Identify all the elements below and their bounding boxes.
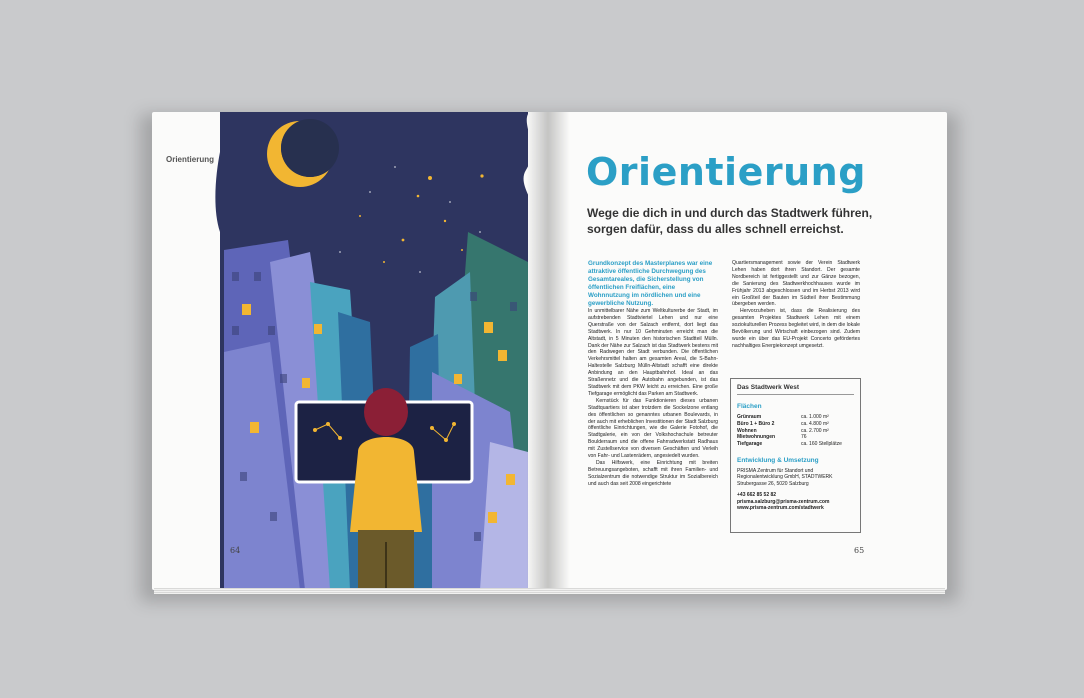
page-subtitle: Wege die dich in und durch das Stadtwerk führen, sorgen dafür, dass du alles schnell erreichst. bbox=[587, 206, 873, 236]
text-column-2 bbox=[732, 260, 860, 350]
page-number-left: 64 bbox=[230, 546, 241, 555]
page-number-right: 65 bbox=[854, 546, 865, 555]
left-page bbox=[152, 112, 548, 590]
area-label: Mietwohnungen bbox=[737, 434, 776, 441]
body-paragraph: Kernstück für das Funktionieren dieses urbanen Stadtquartiers ist aber trotzdem die Sockelzone entlang des öffentlichen so genanntes urbanen Boulevards, in der auch mit erheblichen Investitionen der Stadt Salzburg öffentliche Einrichtungen, wie die Galerie Fotohof, die Stadtgalerie, ein von der Volkshochschule betreuter Boulderraum und die offene Fahrradwerkstatt Radhaus mit Zustellservice von diversen Geschäften und Verleih von Fahr- und Lastenrädern, angesiedelt wurden. bbox=[588, 397, 718, 460]
area-row bbox=[737, 434, 854, 441]
development-text: PRISMA Zentrum für Standort und Regionalentwicklung GmbH, STADTWERK Strubergasse 26, 5020 Salzburg bbox=[737, 467, 833, 487]
area-row bbox=[737, 421, 854, 428]
body-paragraph: In unmittelbarer Nähe zum Weltkulturerbe der Stadt, im aufstrebenden Stadtviertel Lehen und nur eine Querstraße von der Salzach entfernt, dort liegt das Stadtwerk. In nur 10 Gehminuten erreicht man die Altstadt, in 5 Minuten den historischen Stadtteil Mülln. Dank der Nähe zur Salzach ist das Stadtwerk bestens mit den Radwegen der Stadt verbunden. Die öffentlichen Verkehrsmittel halten am gesamten Areal, die S-Bahn-Haltestelle Salzburg Mülln-Altstadt schafft eine direkte Anbindung an den Hauptbahnhof. Ideal an das Straßennetz und die Autobahn angebunden, ist das Stadtwerk mit dem PKW leicht zu erreichen. Eine große Tiefgarage ermöglicht das Parken am Stadtwerk. bbox=[588, 308, 718, 397]
area-row bbox=[737, 414, 854, 421]
page-title: Orientierung bbox=[586, 150, 866, 194]
text-column-1 bbox=[588, 260, 718, 488]
area-value: ca. 1.000 m² bbox=[801, 414, 829, 420]
lead-paragraph: Grundkonzept des Masterplanes war eine attraktive öffentliche Durchwegung des Gesamtareales, die Sicherstellung von öffentlichen Freiflächen, eine Wohnnutzung im nördlichen und eine gewerbliche Nutzung. bbox=[588, 260, 713, 307]
right-page bbox=[548, 112, 947, 590]
page-edges bbox=[154, 588, 945, 594]
body-paragraph: Quartiersmanagement sowie der Verein Stadtwerk Lehen haben dort ihren Standort. Der gesamte Nordbereich ist fertiggestellt und zur Gänze bezogen, die Sanierung des Stadtwerkhochhauses wurde im Frühjahr 2013 abgeschlossen und im Herbst 2013 wird ein Großteil der Bauten im Südteil ihrer Bestimmung übergeben werden. bbox=[732, 260, 860, 308]
jacket bbox=[350, 437, 422, 532]
open-book bbox=[152, 112, 947, 592]
body-paragraph: Das Hilfswerk, eine Einrichtung mit breiten Betreuungsangeboten, schafft mit ihren Familien- und Sozialzentrum die notwendige Struktur im Sozialbereich und auch das seit 2008 eingerichtete bbox=[588, 459, 718, 487]
area-label: Tiefgarage bbox=[737, 441, 763, 448]
hair bbox=[364, 388, 408, 436]
gutter-shadow-right bbox=[548, 112, 570, 590]
area-value: ca. 160 Stellplätze bbox=[801, 441, 842, 448]
area-row bbox=[737, 441, 854, 448]
info-box bbox=[730, 378, 861, 533]
flaechen-heading: Flächen bbox=[737, 403, 762, 410]
city-night-illustration bbox=[210, 112, 528, 590]
area-value: ca. 2.700 m² bbox=[801, 427, 829, 434]
area-label: Grünraum bbox=[737, 414, 762, 420]
development-heading: Entwicklung & Umsetzung bbox=[737, 456, 819, 464]
area-label: Wohnen bbox=[737, 427, 757, 434]
area-label: Büro 1 + Büro 2 bbox=[737, 420, 775, 427]
area-value: 76 bbox=[801, 434, 807, 441]
info-box-title: Das Stadtwerk West bbox=[737, 384, 854, 395]
gutter-shadow-left bbox=[526, 112, 548, 590]
contact-web: www.prisma-zentrum.com/stadtwerk bbox=[737, 505, 824, 512]
body-paragraph: Hervorzuheben ist, dass die Realisierung des gesamten Projektes Stadtwerk Lehen mit einem soziokulturellen Prozess begleitet wird, in dem die lokale Bevölkerung und Wirtschaft einbezogen sind. Zudem wurde ein über das EU-Projekt Concerto gefördertes nachhaltiges Energiekonzept umgesetzt. bbox=[732, 308, 860, 349]
contact-email: prisma.salzburg@prisma-zentrum.com bbox=[737, 498, 830, 505]
section-label: Orientierung bbox=[166, 155, 215, 164]
area-value: ca. 4.800 m² bbox=[801, 420, 829, 427]
contact-phone: +43 662 85 52 82 bbox=[737, 492, 777, 499]
area-row bbox=[737, 428, 854, 435]
